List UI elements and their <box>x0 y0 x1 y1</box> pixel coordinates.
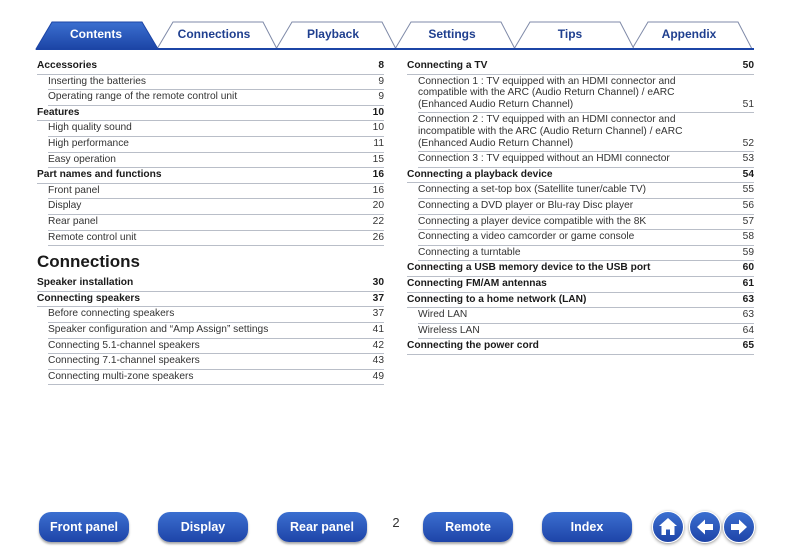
forward-arrow-icon <box>724 512 754 542</box>
toc-entry-title: Connecting a video camcorder or game console <box>418 231 635 243</box>
toc-entry-title: Features <box>37 106 80 118</box>
toc-entry-row[interactable] <box>48 307 384 323</box>
toc-entry-page: 58 <box>742 231 754 243</box>
index-button[interactable]: Index <box>542 512 632 542</box>
back-arrow-icon <box>690 512 720 542</box>
toc-entry-title: Connecting a playback device <box>407 168 553 180</box>
toc-entry-title: High performance <box>48 137 129 149</box>
toc-entry-row[interactable] <box>418 215 754 231</box>
remote-button[interactable]: Remote <box>423 512 513 542</box>
toc-entry-page: 64 <box>742 324 754 336</box>
toc-entry-row[interactable] <box>48 354 384 370</box>
toc-entry-row[interactable] <box>418 324 754 340</box>
toc-entry-row[interactable] <box>48 137 384 153</box>
toc-entry-row[interactable] <box>418 183 754 199</box>
toc-entry-title: Connecting FM/AM antennas <box>407 277 547 289</box>
toc-entry-row[interactable] <box>418 199 754 215</box>
toc-heading-row[interactable] <box>37 292 384 308</box>
toc-entry-row[interactable] <box>48 199 384 215</box>
toc-heading-row[interactable] <box>37 59 384 75</box>
toc-entry-page: 8 <box>378 60 384 71</box>
toc-entry-page: 56 <box>742 199 754 211</box>
toc-entry-page: 26 <box>372 231 384 243</box>
toc-entry-title: Connection 1 : TV equipped with an HDMI connector and compatible with the ARC (Audio Return Channel) / eARC (Enhanced Audio Return Channel) <box>418 75 676 110</box>
toc-entry-page: 60 <box>742 262 754 274</box>
display-button[interactable]: Display <box>158 512 248 542</box>
toc-entry-row[interactable] <box>48 90 384 106</box>
toc-entry-page: 9 <box>378 75 384 87</box>
toc-entry-page: 11 <box>373 137 384 149</box>
toc-entry-title: Connecting to a home network (LAN) <box>407 293 587 305</box>
toc-entry-title: Easy operation <box>48 153 116 165</box>
toc-entry-page: 37 <box>372 292 384 304</box>
toc-heading-row[interactable] <box>407 277 754 293</box>
toc-entry-title: Wireless LAN <box>418 324 480 336</box>
toc-heading-row[interactable] <box>407 339 754 355</box>
toc-entry-page: 41 <box>372 323 384 335</box>
back-button[interactable] <box>689 511 721 543</box>
toc-entry-page: 55 <box>742 184 754 196</box>
tab-contents-label[interactable]: Contents <box>70 27 122 41</box>
toc-entry-page: 37 <box>372 308 384 320</box>
toc-entry-page: 10 <box>372 122 384 134</box>
tab-settings[interactable]: Settings <box>428 27 476 41</box>
toc-entry-page: 50 <box>742 60 754 71</box>
toc-entry-row[interactable] <box>418 230 754 246</box>
toc-entry-row[interactable] <box>48 339 384 355</box>
toc-entry-page: 61 <box>742 277 754 289</box>
toc-entry-page: 20 <box>372 200 384 212</box>
rear-panel-button[interactable]: Rear panel <box>277 512 367 542</box>
toc-heading-row[interactable] <box>37 276 384 292</box>
toc-entry-row[interactable] <box>48 215 384 231</box>
toc-entry-title: Connecting a turntable <box>418 246 521 258</box>
toc-entry-row[interactable] <box>418 152 754 168</box>
toc-entry-page: 51 <box>742 98 754 110</box>
forward-button[interactable] <box>723 511 755 543</box>
toc-heading-row[interactable] <box>37 168 384 184</box>
toc-entry-title: Accessories <box>37 60 98 71</box>
toc-entry-page: 54 <box>742 168 754 180</box>
toc-entry-page: 57 <box>742 215 754 227</box>
toc-entry-page: 9 <box>378 91 384 103</box>
toc-entry-row[interactable] <box>48 370 384 386</box>
toc-entry-title: Connecting a TV <box>407 60 488 71</box>
toc-heading-row[interactable] <box>37 106 384 122</box>
toc-heading-row[interactable] <box>407 59 754 75</box>
toc-entry-page: 10 <box>372 106 384 118</box>
toc-entry-title: Connecting multi-zone speakers <box>48 370 194 382</box>
toc-entry-row[interactable] <box>48 153 384 169</box>
toc-heading-row[interactable] <box>407 293 754 309</box>
tab-appendix[interactable]: Appendix <box>661 27 717 41</box>
toc-entry-title: Front panel <box>48 184 100 196</box>
toc-entry-page: 52 <box>742 137 754 149</box>
toc-entry-title: High quality sound <box>48 122 132 134</box>
toc-entry-title: Connecting 7.1-channel speakers <box>48 355 200 367</box>
toc-entry-page: 49 <box>372 370 384 382</box>
toc-entry-row[interactable] <box>48 184 384 200</box>
toc-entry-title: Connecting a DVD player or Blu-ray Disc player <box>418 199 634 211</box>
toc-entry-row[interactable] <box>418 246 754 262</box>
toc-entry-title: Connection 3 : TV equipped without an HDMI connector <box>418 153 670 165</box>
toc-entry-page: 30 <box>372 277 384 289</box>
toc-entry-title: Rear panel <box>48 215 98 227</box>
toc-heading-row[interactable] <box>407 168 754 184</box>
toc-entry-row[interactable] <box>48 323 384 339</box>
toc-entry-title: Before connecting speakers <box>48 308 175 320</box>
toc-entry-title: Part names and functions <box>37 169 162 181</box>
tab-bar <box>0 0 791 50</box>
toc-entry-page: 16 <box>372 169 384 181</box>
toc-entry-page: 59 <box>742 246 754 258</box>
toc-entry-page: 42 <box>372 339 384 351</box>
toc-entry-title: Speaker configuration and “Amp Assign” settings <box>48 323 269 335</box>
toc-entry-title: Speaker installation <box>37 277 134 289</box>
toc-right-column <box>407 59 754 355</box>
toc-entry-title: Connecting a player device compatible with the 8K <box>418 215 647 227</box>
tab-connections[interactable]: Connections <box>177 27 251 41</box>
toc-entry-row[interactable] <box>48 75 384 91</box>
tab-playback[interactable]: Playback <box>306 27 360 41</box>
home-button[interactable] <box>652 511 684 543</box>
toc-entry-page: 63 <box>742 293 754 305</box>
toc-entry-row[interactable] <box>48 231 384 247</box>
toc-entry-title: Remote control unit <box>48 231 137 243</box>
toc-entry-title: Display <box>48 200 82 212</box>
toc-entry-row[interactable] <box>418 75 754 114</box>
toc-entry-page: 43 <box>372 355 384 367</box>
toc-entry-page: 63 <box>742 309 754 321</box>
toc-entry-page: 53 <box>742 153 754 165</box>
toc-left-column <box>37 59 384 385</box>
section-title-connections: Connections <box>37 252 140 272</box>
toc-entry-title: Connection 2 : TV equipped with an HDMI connector and incompatible with the ARC (Audio Return Channel) / eARC (Enhanced Audio Return Channel) <box>418 114 683 149</box>
toc-entry-title: Connecting a set-top box (Satellite tuner/cable TV) <box>418 184 647 196</box>
tab-tips[interactable]: Tips <box>557 27 583 41</box>
toc-entry-page: 65 <box>742 340 754 352</box>
toc-entry-page: 16 <box>372 184 384 196</box>
toc-entry-row[interactable] <box>418 308 754 324</box>
home-icon <box>653 512 683 542</box>
toc-entry-page: 15 <box>372 153 384 165</box>
page-number: 2 <box>392 515 400 530</box>
toc-entry-title: Connecting the power cord <box>407 340 539 352</box>
toc-entry-title: Connecting 5.1-channel speakers <box>48 339 200 351</box>
toc-entry-row[interactable] <box>418 113 754 152</box>
toc-entry-title: Operating range of the remote control unit <box>48 91 238 103</box>
front-panel-button[interactable]: Front panel <box>39 512 129 542</box>
toc-entry-title: Inserting the batteries <box>48 75 146 87</box>
toc-entry-row[interactable] <box>48 121 384 137</box>
toc-entry-title: Connecting speakers <box>37 292 141 304</box>
toc-entry-title: Wired LAN <box>418 309 468 321</box>
toc-entry-page: 22 <box>372 215 384 227</box>
toc-heading-row[interactable] <box>407 261 754 277</box>
toc-entry-title: Connecting a USB memory device to the USB port <box>407 262 651 274</box>
